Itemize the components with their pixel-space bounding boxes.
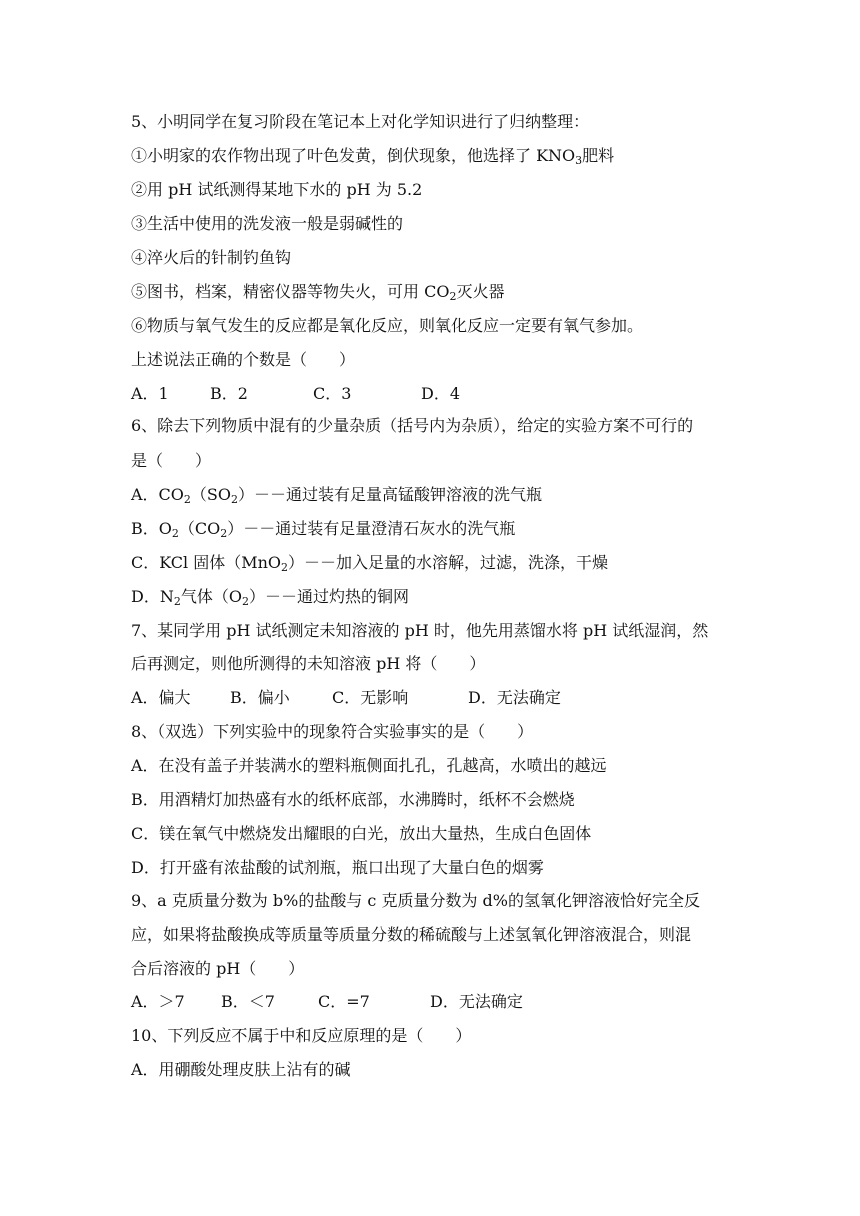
q10-option-a: A．用硼酸处理皮肤上沾有的碱 [131,1060,351,1079]
q5-item-1: ①小明家的农作物出现了叶色发黄，倒伏现象，他选择了 $KNO_3$肥料 [131,146,615,167]
q6-stem-line2: 是（ ） [131,451,212,470]
q9-option-d: D．无法确定 [430,992,523,1011]
q5-item-3: ③生活中使用的洗发液一般是弱碱性的 [131,214,404,233]
q5-option-a: A．1 [131,384,169,403]
q5-options [131,383,460,405]
q9-stem-line3: 合后溶液的 pH（ ） [131,959,305,978]
q5-item-5: ⑤图书，档案，精密仪器等物失火，可用 $CO_2$灭火器 [131,282,505,303]
q7-options [131,687,561,709]
q5-option-b: B．2 [210,384,248,403]
q7-stem-line1: 7、某同学用 pH 试纸测定未知溶液的 pH 时，他先用蒸馏水将 pH 试纸湿润，然 [131,621,709,640]
q7-option-a: A．偏大 [131,688,191,707]
q9-option-b: B．＜7 [221,992,275,1011]
q8-option-a: A．在没有盖子并装满水的塑料瓶侧面扎孔，孔越高，水喷出的越远 [131,756,607,775]
q5-stem: 5、小明同学在复习阶段在笔记本上对化学知识进行了归纳整理： [131,112,590,131]
q6-option-a: A．$CO_2(SO_2)--$通过装有足量高锰酸钾溶液的洗气瓶 [131,485,543,506]
q7-option-d: D．无法确定 [468,688,561,707]
q10-stem: 10、下列反应不属于中和反应原理的是（ ） [131,1026,472,1045]
q9-options [131,991,523,1013]
q7-option-c: C．无影响 [332,688,409,707]
q5-option-c: C．3 [313,384,352,403]
q9-stem-line2: 应，如果将盐酸换成等质量等质量分数的稀硫酸与上述氢氧化钾溶液混合，则混 [131,925,692,944]
q7-option-b: B．偏小 [230,688,290,707]
q6-option-c: C．KCl 固体（MnO$_2$）－－加入足量的水溶解，过滤，洗涤，干燥 [131,553,609,574]
q8-option-c: C．镁在氧气中燃烧发出耀眼的白光，放出大量热，生成白色固体 [131,824,592,843]
q8-stem: 8、（双选）下列实验中的现象符合实验事实的是（ ） [131,722,534,741]
q7-stem-line2: 后再测定，则他所测得的未知溶液 pH 将（ ） [131,654,486,673]
q9-stem-line1: 9、a 克质量分数为 b%的盐酸与 c 克质量分数为 d%的氢氧化钾溶液恰好完全反 [131,891,701,910]
q5-item-6: ⑥物质与氧气发生的反应都是氧化反应，则氧化反应一定要有氧气参加。 [131,316,644,335]
q8-option-b: B．用酒精灯加热盛有水的纸杯底部，水沸腾时，纸杯不会燃烧 [131,790,575,809]
q5-item-2: ②用 pH 试纸测得某地下水的 pH 为 5.2 [131,180,423,199]
q5-item-4: ④淬火后的针制钓鱼钩 [131,248,292,267]
q8-option-d: D．打开盛有浓盐酸的试剂瓶，瓶口出现了大量白色的烟雾 [131,858,544,877]
q5-option-d: D．4 [421,384,461,403]
q6-option-b: B．$O_2(CO_2)--$通过装有足量澄清石灰水的洗气瓶 [131,519,516,540]
q6-stem-line1: 6、除去下列物质中混有的少量杂质（括号内为杂质），给定的实验方案不可行的 [131,416,694,435]
q9-option-a: A．＞7 [131,992,185,1011]
q6-option-d: D．$N_2$气体$(O_2)--$通过灼热的铜网 [131,587,409,608]
q9-option-c: C．=7 [318,992,370,1011]
q5-question: 上述说法正确的个数是（ ） [131,350,356,369]
